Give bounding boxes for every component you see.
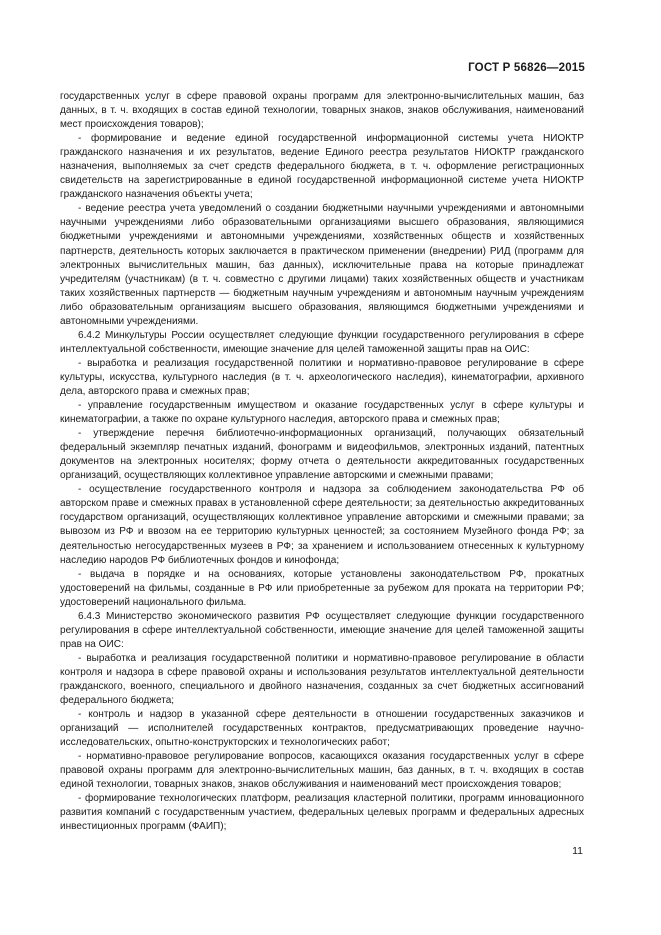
paragraph: - контроль и надзор в указанной сфере деятельности в отношении государственных заказчиков и организаций — исполнителей государственных контрактов, предусматривающих проведение научно-исследовательских, опытно-конструкторских и технологических работ; [60, 709, 584, 749]
page-number: 11 [572, 845, 583, 857]
paragraph: - выработка и реализация государственной политики и нормативно-правовое регулирование в сфере культуры, искусства, культурного наследия (в т. ч. археологического наследия), кинематографии, архивного дела, авторского права и смежных прав; [60, 357, 584, 397]
document-code-header: ГОСТ Р 56826—2015 [468, 62, 585, 74]
paragraph: - управление государственным имуществом и оказание государственных услуг в сфере культуры и кинематографии, а также по охране культурного наследия, авторского права и смежных прав; [60, 400, 584, 426]
paragraph: 6.4.2 Минкультуры России осуществляет следующие функции государственного регулирования в сфере интеллектуальной собственности, имеющие значение для целей таможенной защиты прав на ОИС: [60, 329, 584, 355]
paragraph: - ведение реестра учета уведомлений о создании бюджетными научными учреждениями и автономными научными учреждениями либо образовательными организациями высшего образования, являющимися бюджетными учреждениями и автономными учреждениями, хозяйственных обществ и хозяйственных партнерств, деятельность которых заключается в практическом применении (внедрении) РИД (программ для электронных вычислительных машин, баз данных), исключительные права на которые принадлежат учредителям (участникам) (в т. ч. совместно с другими лицами) таких хозяйственных обществ и участникам таких хозяйственных партнерств — бюджетным научным учреждениям и автономным научным учреждениям либо образовательным организациям высшего образования, являющимся бюджетными учреждениями и автономными учреждениями. [60, 203, 584, 327]
paragraph: - выработка и реализация государственной политики и нормативно-правовое регулирование в области контроля и надзора в сфере правовой охраны и использования результатов интеллектуальной деятельности гражданского, военного, специального и двойного назначения, созданных за счет бюджетных ассигнований федерального бюджета; [60, 652, 584, 707]
paragraph: - формирование технологических платформ, реализация кластерной политики, программ инновационного развития компаний с государственным участием, федеральных целевых программ и федеральных адресных инвестиционных программ (ФАИП); [60, 793, 584, 833]
paragraph: - формирование и ведение единой государственной информационной системы учета НИОКТР гражданского назначения и их результатов, ведение Единого реестра результатов НИОКТР гражданского назначения, выполняемых за счет средств федерального бюджета, в т. ч. оформление регистрационных свидетельств на зарегистрированные в единой государственной информационной системе учета НИОКТР гражданского назначения объекты учета; [60, 133, 584, 201]
document-body [60, 90, 584, 834]
paragraph: 6.4.3 Министерство экономического развития РФ осуществляет следующие функции государственного регулирования в сфере интеллектуальной собственности, имеющие значение для целей таможенной защиты прав на ОИС: [60, 610, 584, 650]
paragraph: государственных услуг в сфере правовой охраны программ для электронно-вычислительных машин, баз данных, в т. ч. входящих в состав единой технологии, товарных знаков, знаков обслуживания, наименований мест происхождения товаров); [60, 91, 584, 131]
paragraph: - нормативно-правовое регулирование вопросов, касающихся оказания государственных услуг в сфере правовой охраны программ для электронно-вычислительных машин, баз данных, в т. ч. входящих в состав единой технологии, товарных знаков, знаков обслуживания и наименований мест происхождения товаров; [60, 751, 584, 791]
paragraph: - осуществление государственного контроля и надзора за соблюдением законодательства РФ об авторском праве и смежных правах в установленной сфере деятельности; за деятельностью аккредитованных государством организаций, осуществляющих коллективное управление авторскими и смежными правами; за вывозом из РФ и ввозом на ее территорию культурных ценностей; за состоянием Музейного фонда РФ; за деятельностью негосударственных музеев в РФ; за хранением и использованием отнесенных к культурному наследию народов РФ библиотечных фондов и кинофонда; [60, 484, 584, 566]
paragraph: - выдача в порядке и на основаниях, которые установлены законодательством РФ, прокатных удостоверений на фильмы, созданные в РФ или приобретенные за рубежом для проката на территории РФ; удостоверений национального фильма. [60, 568, 584, 608]
paragraph: - утверждение перечня библиотечно-информационных организаций, получающих обязательный федеральный экземпляр печатных изданий, фонограмм и видеофильмов, электронных изданий, патентных документов на электронных носителях; форму отчета о деятельности аккредитованных государственных организаций, осуществляющих коллективное управление авторскими и смежными правами; [60, 428, 584, 482]
